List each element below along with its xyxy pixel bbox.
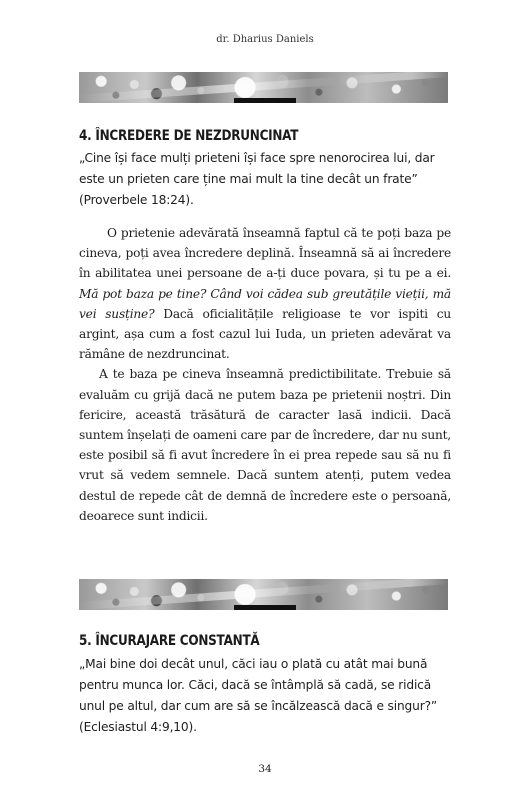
section-body [79,223,451,526]
decorative-banner-top [79,72,448,103]
paragraph-2: A te baza pe cineva înseamnă predictibilitate. Trebuie să evaluăm cu grijă dacă ne putem baza pe prietenii noștri. Din fericire, această trăsătură de caracter lasă indicii. Dacă suntem înșelați de oameni care par de încredere, dar nu sunt, este posibil să fi avut încredere în ei prea repede sau să nu fi vrut să vedem semnele. Dacă suntem atenți, putem vedea destul de repede cât de demnă de încredere este o persoană, deoarece sunt indicii. [79,367,451,523]
paragraph-1 [79,223,451,364]
banner-bar [234,605,296,610]
banner-bar [234,98,296,103]
section-heading-4: 4. ÎNCREDERE DE NEZDRUNCINAT [79,128,299,144]
paragraph-1-lead: O prietenie adevărată înseamnă faptul că te poți baza pe cineva, poți avea încredere deplină. Înseamnă să ai încredere în abilitatea unei persoane de a-ți duce povara, și tu pe a ei. [79,226,451,281]
bible-quote-ecclesiastes: „Mai bine doi decât unul, căci iau o plată cu atât mai bună pentru munca lor. Căci, dacă se întâmplă să cadă, se ridică unul pe altul, dar cum are să se încălzească dacă e singur?” (Eclesiastul 4:9,10). [79,657,438,734]
decorative-banner-bottom [79,579,448,610]
paragraph-1-tail: Dacă oficialitățile religioase te vor ispiti cu argint, așa cum a fost cazul lui Iuda, un prieten adevărat va rămâne de nezdruncinat. [79,306,451,362]
section-heading-5: 5. ÎNCURAJARE CONSTANTĂ [79,633,260,649]
bible-quote-proverbs: „Cine își face mulți prieteni își face spre nenorocirea lui, dar este un prieten care ține mai mult la tine decât un frate” (Proverbele 18:24). [79,151,435,207]
running-head: dr. Dharius Daniels [216,34,314,45]
page-number: 34 [258,763,272,775]
paragraph-1-italic: Mă pot baza pe tine? Când voi cădea sub greutățile vieții, mă vei susține? [79,286,451,321]
